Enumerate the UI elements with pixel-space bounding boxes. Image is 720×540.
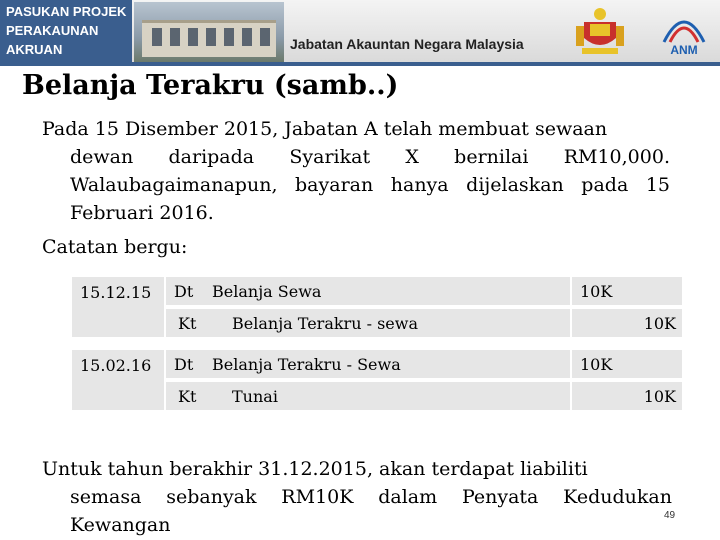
journal-date-cell [72,277,164,337]
credit-account: Belanja Terakru - sewa [232,314,418,333]
scenario-first-line: Pada 15 Disember 2015, Jabatan A telah membuat sewaan [42,118,608,140]
debit-amount-cell [572,350,682,378]
kt-label: Kt [178,387,197,406]
slide-title: Belanja Terakru (samb..) [22,70,399,101]
page-number: 49 [664,510,676,521]
journal-date: 15.02.16 [80,356,152,375]
journal-debit-row [166,277,570,305]
debit-amount: 10K [580,282,613,301]
credit-account: Tunai [232,387,278,406]
credit-amount-cell [572,382,682,410]
journal-date-cell [72,350,164,410]
debit-account: Belanja Terakru - Sewa [212,355,401,374]
journal-credit-row [166,382,570,410]
conclusion-first-line: Untuk tahun berakhir 31.12.2015, akan terdapat liabiliti [42,458,588,480]
journal-date: 15.12.15 [80,283,152,302]
project-team-label [0,0,132,62]
header-banner [0,0,720,66]
journal-credit-row [166,309,570,337]
debit-account: Belanja Sewa [212,282,322,301]
coat-of-arms-icon [574,6,626,58]
journal-heading: Catatan bergu: [42,236,188,258]
credit-amount: 10K [643,314,676,333]
conclusion-paragraph [42,455,672,539]
anm-logo-text: ANM [670,43,698,57]
debit-amount: 10K [580,355,613,374]
project-team-line: AKRUAN [6,42,63,57]
credit-amount-cell [572,309,682,337]
scenario-paragraph [42,115,670,227]
dt-label: Dt [174,282,194,301]
project-team-line: PERAKAUNAN [6,23,99,38]
department-name: Jabatan Akauntan Negara Malaysia [290,36,524,52]
building-photo [134,2,284,62]
conclusion-rest: semasa sebanyak RM10K dalam Penyata Kedudukan Kewangan [70,486,672,536]
debit-amount-cell [572,277,682,305]
journal-debit-row [166,350,570,378]
project-team-line: PASUKAN PROJEK [6,4,127,19]
scenario-rest: dewan daripada Syarikat X bernilai RM10,000. Walaubagaimanapun, bayaran hanya dijelaskan pada 15 Februari 2016. [70,146,670,224]
anm-logo-icon [656,8,712,58]
kt-label: Kt [178,314,197,333]
credit-amount: 10K [643,387,676,406]
header-divider [0,62,720,66]
dt-label: Dt [174,355,194,374]
